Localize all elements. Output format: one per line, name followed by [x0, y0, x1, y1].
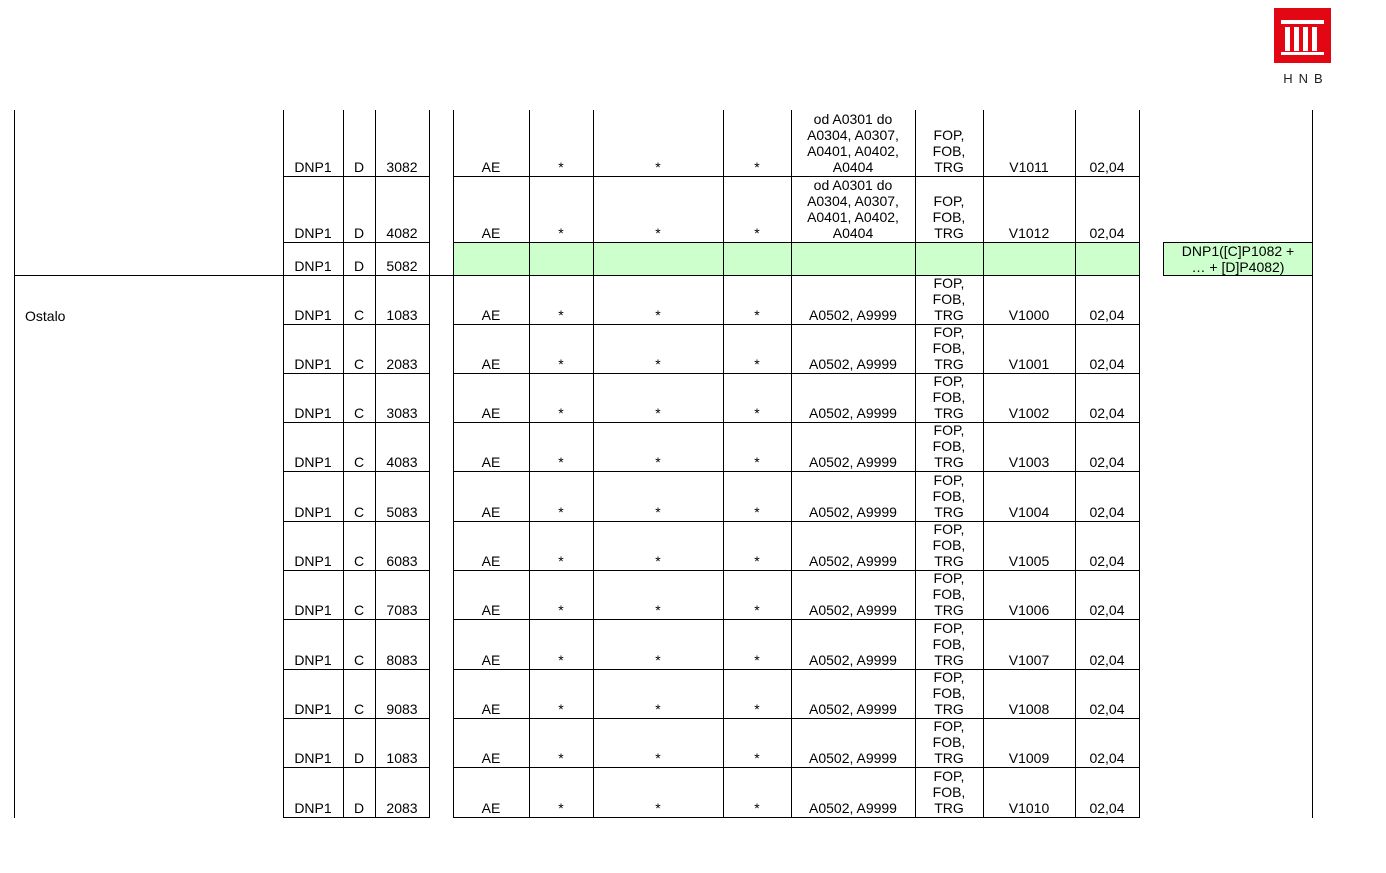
cell-ae: AE: [481, 701, 501, 717]
cell-s2: *: [655, 356, 661, 372]
cell-s2: *: [655, 553, 661, 569]
cell-ae: AE: [481, 602, 501, 618]
cell-s3: *: [754, 602, 760, 618]
cell-s1: *: [558, 701, 564, 717]
cell-ae: AE: [481, 356, 501, 372]
cell-num: 9083: [386, 701, 418, 717]
cell-ae: AE: [481, 652, 501, 668]
cell-ae: [453, 242, 529, 275]
cell-a-codes: A0502, A9999: [809, 356, 897, 372]
cell-basis: FOP, FOB, TRG: [932, 373, 966, 421]
cell-num: 5083: [386, 504, 418, 520]
cell-period: 02,04: [1089, 652, 1125, 668]
cell-s3: *: [754, 652, 760, 668]
cell-basis: FOP, FOB, TRG: [932, 127, 966, 175]
cell-basis: FOP, FOB, TRG: [932, 768, 966, 816]
cell-type: C: [353, 405, 365, 421]
border-left: [14, 110, 15, 818]
cell-s1: *: [558, 225, 564, 241]
row-line: [453, 817, 1140, 818]
cell-v-code: V1008: [1008, 701, 1050, 717]
cell-s1: *: [558, 405, 564, 421]
cell-s1: *: [558, 159, 564, 175]
cell-a-codes: A0502, A9999: [809, 652, 897, 668]
cell-s3: *: [754, 800, 760, 816]
category-label: Ostalo: [25, 307, 66, 324]
cell-ae: AE: [481, 553, 501, 569]
cell-v-code: V1011: [1009, 159, 1049, 175]
cell-period: [1075, 242, 1139, 275]
cell-s2: *: [655, 454, 661, 470]
cell-ae: AE: [481, 159, 501, 175]
cell-code: DNP1: [294, 159, 332, 175]
cell-v-code: V1010: [1008, 800, 1050, 816]
cell-a-codes: A0502, A9999: [809, 454, 897, 470]
cell-period: 02,04: [1089, 307, 1125, 323]
cell-v-code: V1005: [1008, 553, 1050, 569]
cell-code: DNP1: [294, 504, 332, 520]
cell-period: 02,04: [1089, 602, 1125, 618]
cell-num: 1083: [386, 750, 418, 766]
cell-v-code: V1012: [1008, 225, 1050, 241]
cell-ae: AE: [481, 307, 501, 323]
cell-s2: *: [655, 159, 661, 175]
cell-period: 02,04: [1089, 159, 1125, 175]
cell-num: 5082: [386, 258, 418, 274]
cell-type: D: [353, 159, 365, 175]
cell-ae: AE: [481, 800, 501, 816]
cell-s3: *: [754, 225, 760, 241]
cell-s2: [593, 242, 723, 275]
row-line: [283, 817, 430, 818]
cell-s1: *: [558, 602, 564, 618]
cell-s2: *: [655, 504, 661, 520]
cell-code: DNP1: [294, 356, 332, 372]
cell-s3: *: [754, 356, 760, 372]
cell-num: 3082: [386, 159, 418, 175]
cell-num: 1083: [386, 307, 418, 323]
cell-basis: FOP, FOB, TRG: [932, 570, 966, 618]
border-right: [1312, 110, 1313, 818]
cell-basis: FOP, FOB, TRG: [932, 324, 966, 372]
cell-s1: *: [558, 356, 564, 372]
cell-code: DNP1: [294, 652, 332, 668]
column-line: [429, 110, 430, 818]
cell-s3: *: [754, 504, 760, 520]
cell-v-code: V1006: [1008, 602, 1050, 618]
cell-s2: *: [655, 750, 661, 766]
cell-basis: FOP, FOB, TRG: [932, 718, 966, 766]
cell-ae: AE: [481, 504, 501, 520]
cell-s3: *: [754, 307, 760, 323]
cell-a-codes: A0502, A9999: [809, 750, 897, 766]
cell-period: 02,04: [1089, 701, 1125, 717]
cell-code: DNP1: [294, 800, 332, 816]
cell-num: 3083: [386, 405, 418, 421]
cell-s3: *: [754, 159, 760, 175]
cell-num: 4082: [386, 225, 418, 241]
cell-type: C: [353, 602, 365, 618]
cell-v-code: V1009: [1008, 750, 1050, 766]
cell-v-code: V1001: [1008, 356, 1050, 372]
cell-v-code: V1007: [1008, 652, 1050, 668]
cell-s1: *: [558, 307, 564, 323]
cell-num: 2083: [386, 356, 418, 372]
cell-basis: FOP, FOB, TRG: [932, 620, 966, 668]
cell-s1: *: [558, 652, 564, 668]
cell-period: 02,04: [1089, 553, 1125, 569]
cell-ae: AE: [481, 750, 501, 766]
cell-ae: AE: [481, 405, 501, 421]
cell-v-code: V1000: [1008, 307, 1050, 323]
cell-s1: *: [558, 504, 564, 520]
cell-code: DNP1: [294, 307, 332, 323]
cell-s1: *: [558, 553, 564, 569]
cell-period: 02,04: [1089, 405, 1125, 421]
cell-basis: FOP, FOB, TRG: [932, 275, 966, 323]
cell-basis: FOP, FOB, TRG: [932, 193, 966, 241]
cell-code: DNP1: [294, 553, 332, 569]
cell-code: DNP1: [294, 225, 332, 241]
cell-a-codes: A0502, A9999: [809, 553, 897, 569]
cell-ae: AE: [481, 454, 501, 470]
cell-num: 2083: [386, 800, 418, 816]
cell-a-codes: od A0301 do A0304, A0307, A0401, A0402, A0404: [807, 111, 899, 175]
cell-num: 8083: [386, 652, 418, 668]
cell-code: DNP1: [294, 701, 332, 717]
cell-s2: *: [655, 307, 661, 323]
cell-a-codes: A0502, A9999: [809, 405, 897, 421]
cell-type: C: [353, 652, 365, 668]
cell-s2: *: [655, 225, 661, 241]
cell-period: 02,04: [1089, 750, 1125, 766]
cell-code: DNP1: [294, 258, 332, 274]
cell-s1: *: [558, 750, 564, 766]
cell-s3: *: [754, 553, 760, 569]
cell-s3: *: [754, 701, 760, 717]
cell-a-codes: od A0301 do A0304, A0307, A0401, A0402, A0404: [807, 177, 899, 241]
cell-code: DNP1: [294, 602, 332, 618]
cell-a-codes: A0502, A9999: [809, 800, 897, 816]
cell-num: 6083: [386, 553, 418, 569]
cell-a-codes: A0502, A9999: [809, 504, 897, 520]
cell-basis: [915, 242, 983, 275]
cell-basis: FOP, FOB, TRG: [932, 472, 966, 520]
cell-period: 02,04: [1089, 454, 1125, 470]
cell-num: 7083: [386, 602, 418, 618]
cell-a-codes: [791, 242, 915, 275]
cell-period: 02,04: [1089, 356, 1125, 372]
cell-v-code: [983, 242, 1075, 275]
cell-type: D: [353, 225, 365, 241]
cell-s2: *: [655, 701, 661, 717]
cell-v-code: V1004: [1008, 504, 1050, 520]
logo-text: HNB: [1283, 71, 1329, 86]
cell-v-code: V1002: [1008, 405, 1050, 421]
cell-s3: *: [754, 750, 760, 766]
cell-type: C: [353, 307, 365, 323]
cell-period: 02,04: [1089, 800, 1125, 816]
cell-s2: *: [655, 652, 661, 668]
cell-ae: AE: [481, 225, 501, 241]
cell-s3: *: [754, 454, 760, 470]
cell-s1: *: [558, 800, 564, 816]
cell-a-codes: A0502, A9999: [809, 307, 897, 323]
cell-basis: FOP, FOB, TRG: [932, 422, 966, 470]
cell-code: DNP1: [294, 405, 332, 421]
cell-type: D: [353, 800, 365, 816]
cell-s1: [529, 242, 593, 275]
cell-s2: *: [655, 602, 661, 618]
cell-a-codes: A0502, A9999: [809, 701, 897, 717]
cell-s3: [723, 242, 791, 275]
cell-type: D: [353, 258, 365, 274]
cell-type: C: [353, 454, 365, 470]
cell-code: DNP1: [294, 750, 332, 766]
cell-num: 4083: [386, 454, 418, 470]
cell-type: C: [353, 553, 365, 569]
cell-type: C: [353, 701, 365, 717]
cell-v-code: V1003: [1008, 454, 1050, 470]
cell-s2: *: [655, 405, 661, 421]
cell-type: C: [353, 504, 365, 520]
cell-period: 02,04: [1089, 504, 1125, 520]
formula-cell: DNP1([C]P1082 + … + [D]P4082): [1163, 242, 1313, 276]
cell-type: D: [353, 750, 365, 766]
cell-basis: FOP, FOB, TRG: [932, 669, 966, 717]
column-line: [1139, 110, 1140, 818]
cell-a-codes: A0502, A9999: [809, 602, 897, 618]
cell-s1: *: [558, 454, 564, 470]
cell-basis: FOP, FOB, TRG: [932, 521, 966, 569]
cell-s2: *: [655, 800, 661, 816]
cell-s3: *: [754, 405, 760, 421]
cell-period: 02,04: [1089, 225, 1125, 241]
cell-type: C: [353, 356, 365, 372]
cell-code: DNP1: [294, 454, 332, 470]
